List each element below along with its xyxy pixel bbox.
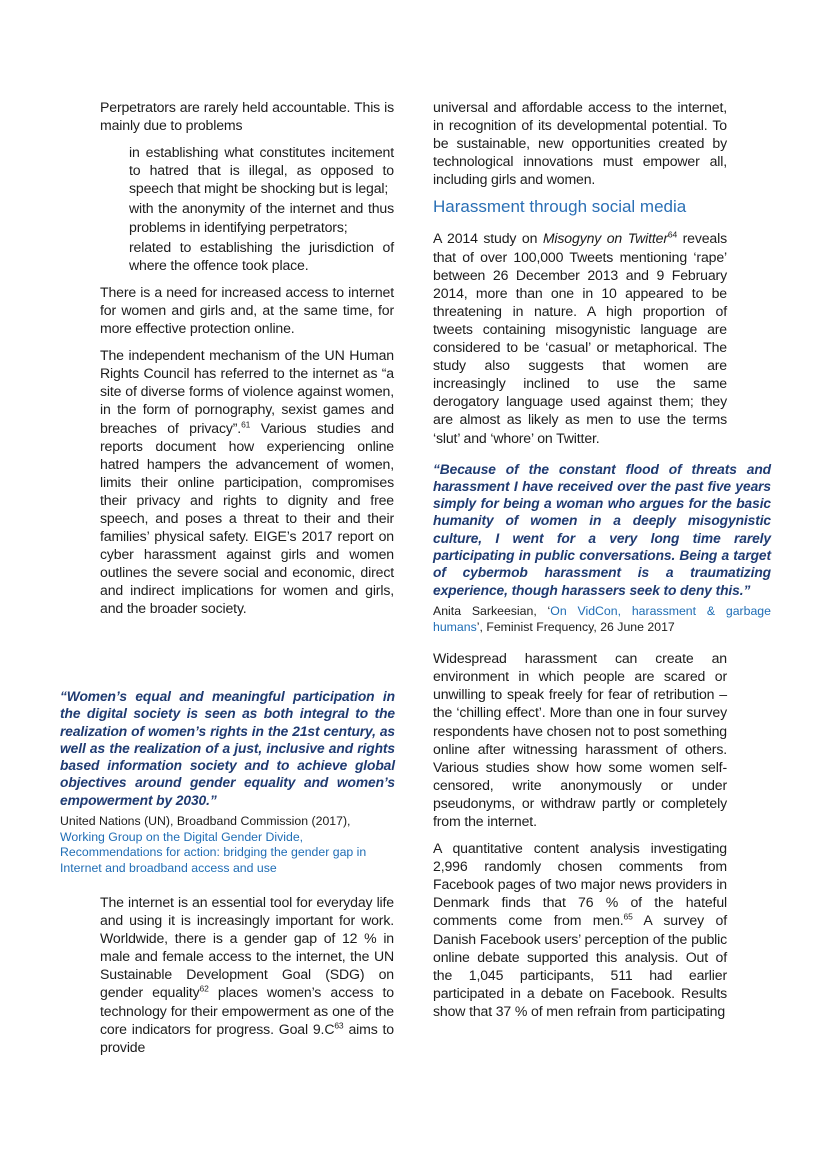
un-quote-block: [60, 688, 395, 890]
widespread-paragraph: Widespread harassment can create an environment in which people are scared or unwilling to speak freely for fear of retribution – the ‘chilling effect’. More than one in four survey respondents have chosen not to post something online after witnessing harassment of others. Various studies show how some women self-censored, write anonymously or under pseudonyms, or withdraw partly or completely from the internet.: [433, 650, 727, 829]
left-bottom-column: [100, 893, 394, 1065]
quote-source-end: ’, Feminist Frequency, 26 June 2017: [476, 619, 675, 634]
universal-paragraph: universal and affordable access to the internet, in recognition of its developmental potential. To be sustainable, new opportunities created by technological innovations must empower all, including girls and women.: [433, 99, 727, 188]
footnote-ref[interactable]: 63: [334, 1019, 344, 1030]
internet-text-2: places women’s access to technology for their empowerment as one of the core indicators for progress. Goal 9.C: [100, 984, 394, 1037]
problems-list: [100, 143, 394, 274]
source-link[interactable]: Working Group on the Digital Gender Divide, Recommendations for action: bridging the gender gap in Internet and broadband access and use: [60, 829, 367, 875]
pull-quote: “Women’s equal and meaningful participation in the digital society is seen as both integral to the realization of women’s rights in the 21st century, as well as the realization of a just, inclusive and rights based information society and to achieve global objectives around gender equality and women’s empowerment by 2030.”: [60, 689, 395, 808]
list-item: related to establishing the jurisdiction of where the offence took place.: [129, 238, 394, 273]
pull-quote: “Because of the constant flood of threats and harassment I have received over the past five years simply for being a woman who argues for the basic humanity of women in a deeply misogynistic culture, I went for a very long time rarely participating in public conversations. Being a target of cybermob harassment is a traumatizing experience, though harassers seek to deny this.”: [433, 461, 771, 598]
footnote-ref[interactable]: 65: [623, 911, 633, 922]
un-paragraph: [100, 346, 394, 617]
study-text-1: A 2014 study on: [433, 230, 543, 247]
quote-source-text: United Nations (UN), Broadband Commission (2017),: [60, 814, 351, 829]
quote-source: [433, 604, 771, 635]
internet-paragraph: [100, 893, 394, 1056]
quant-text-1: A quantitative content analysis investigating 2,996 randomly chosen comments from Facebook pages of two major news providers in Denmark finds that 76 % of the hateful comments come from men.: [433, 840, 727, 929]
quant-text-2: A survey of Danish Facebook users’ perception of the public online debate supported this analysis. Out of the 1,045 participants, 511 had earlier participated in a debate on Facebook. Results show that 37 % of men refrain from participating: [433, 912, 727, 1019]
quote-source: [60, 814, 395, 876]
footnote-ref[interactable]: 64: [667, 229, 678, 240]
left-column: [100, 98, 394, 627]
intro-paragraph: Perpetrators are rarely held accountable. This is mainly due to problems: [100, 99, 394, 134]
study-text-2: reveals that of over 100,000 Tweets mentioning ‘rape’ between 26 December 2013 and 9 February 2014, more than one in 10 appeared to be threatening in nature. A high proportion of tweets containing misogynistic language are considered to be ‘casual’ or metaphorical. The study also suggests that women are increasingly inclined to use the same derogatory language used against them; they are almost as likely as men to use the terms ‘slut’ and ‘whore’ on Twitter.: [433, 230, 728, 446]
study-paragraph: [433, 229, 727, 446]
un-paragraph-text-1: The independent mechanism of the UN Human Rights Council has referred to the internet as “a site of diverse forms of violence against women, in the form of pornography, sexist games and breaches of privacy”.: [100, 347, 394, 436]
internet-text-3: aims to provide: [100, 1020, 394, 1055]
study-title: Misogyny on Twitter: [542, 230, 668, 247]
quantitative-paragraph: [433, 839, 727, 1020]
source-link[interactable]: On VidCon, harassment & garbage humans: [433, 603, 771, 634]
access-paragraph: There is a need for increased access to internet for women and girls and, at the same time, for more effective protection online.: [100, 283, 394, 337]
un-paragraph-text-2: Various studies and reports document how experiencing online hatred hampers the advancement of women, limits their online participation, compromises their privacy and rights to dignity and free speech, and poses a threat to their and their families’ physical safety. EIGE’s 2017 report on cyber harassment against girls and women outlines the severe social and economic, direct and indirect implications for women and girls, and the broader society.: [100, 419, 394, 617]
quote-author: Anita Sarkeesian, ‘: [433, 603, 551, 618]
right-column: [433, 98, 771, 1029]
sarkeesian-quote-block: [433, 461, 771, 636]
footnote-ref[interactable]: 61: [241, 418, 251, 429]
section-heading: Harassment through social media: [433, 197, 687, 217]
list-item: with the anonymity of the internet and thus problems in identifying perpetrators;: [129, 200, 394, 235]
list-item: in establishing what constitutes incitement to hatred that is illegal, as opposed to speech that might be shocking but is legal;: [129, 144, 394, 197]
footnote-ref[interactable]: 62: [199, 983, 209, 994]
internet-text-1: The internet is an essential tool for everyday life and using it is increasingly important for work. Worldwide, there is a gender gap of 12 % in male and female access to the internet, the UN Sustainable Development Goal (SDG) on gender equality: [100, 894, 394, 1001]
